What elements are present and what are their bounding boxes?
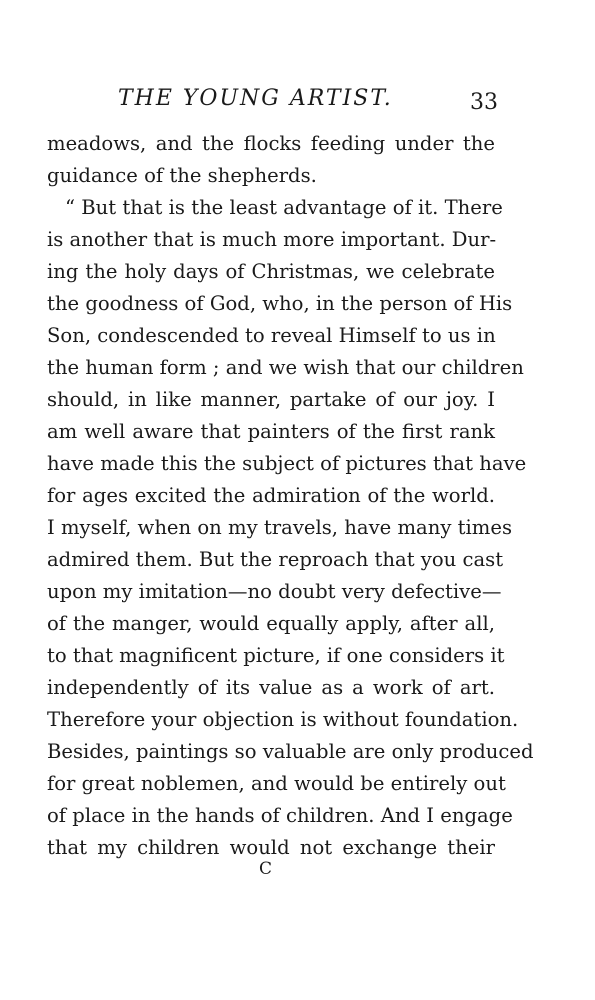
text-line: is another that is much more important. Dur- (47, 228, 497, 251)
text-line: Therefore your objection is without foundation. (47, 708, 519, 731)
text-line: admired them. But the reproach that you cast (47, 548, 504, 571)
page-number: 33 (470, 90, 498, 115)
running-title: THE YOUNG ARTIST. (118, 86, 393, 111)
text-line: “ But that is the least advantage of it. There (65, 196, 503, 219)
text-line: meadows, and the flocks feeding under the (47, 132, 495, 155)
body-text (47, 128, 534, 864)
text-line: am well aware that painters of the first rank (47, 420, 495, 443)
text-line: the human form ; and we wish that our children (47, 356, 524, 379)
text-line: for ages excited the admiration of the world. (47, 484, 495, 507)
signature-mark: C (259, 859, 273, 879)
text-line: to that magnificent picture, if one considers it (47, 644, 505, 667)
text-line: Son, condescended to reveal Himself to us in (47, 324, 496, 347)
text-line: I myself, when on my travels, have many times (47, 516, 513, 539)
text-line: that my children would not exchange their (47, 836, 495, 859)
text-line: have made this the subject of pictures that have (47, 452, 527, 475)
text-line: of the manger, would equally apply, after all, (47, 612, 495, 635)
text-line: ing the holy days of Christmas, we celebrate (47, 260, 495, 283)
text-line: upon my imitation—no doubt very defective— (47, 580, 502, 603)
text-line: for great noblemen, and would be entirely out (47, 772, 506, 795)
text-line: should, in like manner, partake of our joy. I (47, 388, 495, 411)
text-line: independently of its value as a work of art. (47, 676, 495, 699)
text-line: the goodness of God, who, in the person of His (47, 292, 513, 315)
text-line: of place in the hands of children. And I engage (47, 804, 513, 827)
text-line: guidance of the shepherds. (47, 164, 317, 187)
text-line: Besides, paintings so valuable are only produced (47, 740, 534, 763)
